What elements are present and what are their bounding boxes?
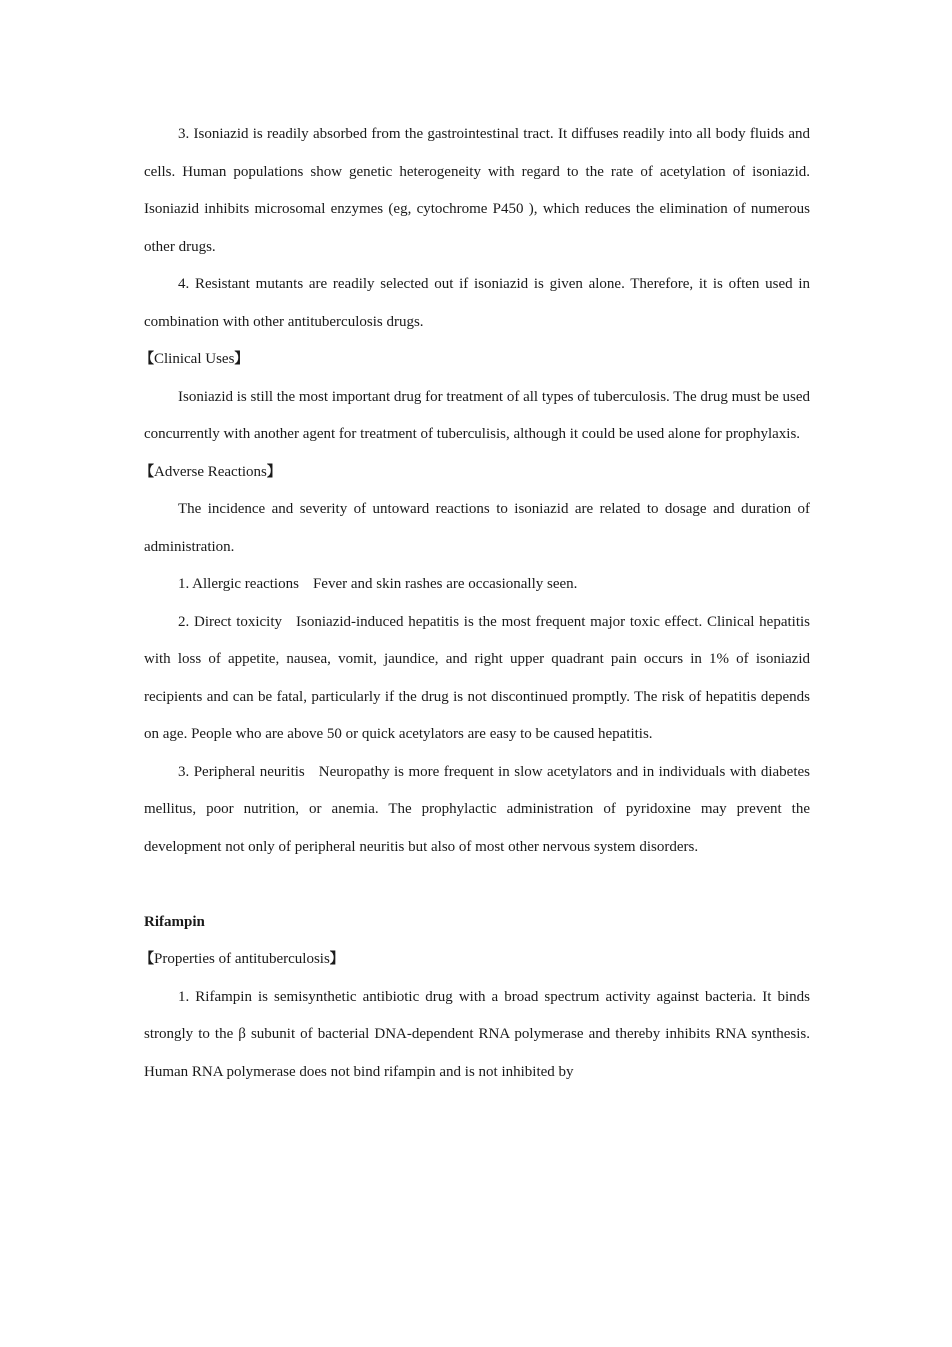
- adverse-item-direct-toxicity: [144, 604, 810, 754]
- document-page: [140, 116, 810, 1091]
- adverse-item-peripheral-neuritis: [144, 754, 810, 867]
- adverse-item-term: 1. Allergic reactions: [178, 576, 299, 592]
- adverse-item-text: Fever and skin rashes are occasionally seen.: [312, 576, 578, 592]
- adverse-item-term: 3. Peripheral neuritis: [178, 763, 305, 780]
- adverse-item-text: Neuropathy is more frequent in slow acetylators and in individuals with diabetes mellitus, poor nutrition, or anemia. The prophylactic administration of pyridoxine may prevent the development not only of peripheral neuritis but also of most other nervous system disorders.: [144, 763, 810, 855]
- paragraph-adverse-intro: The incidence and severity of untoward reactions to isoniazid are related to dosage and duration of administration.: [144, 501, 810, 555]
- drug-title-rifampin: Rifampin: [144, 913, 205, 930]
- paragraph-rifampin-mechanism: 1. Rifampin is semisynthetic antibiotic drug with a broad spectrum activity against bacteria. It binds strongly to the β subunit of bacterial DNA-dependent RNA polymerase and thereby inhibits RNA synthesis. Human RNA polymerase does not bind rifampin and is not inhibited by: [144, 988, 810, 1080]
- adverse-item-allergic: [144, 566, 810, 604]
- paragraph-clinical-uses: Isoniazid is still the most important drug for treatment of all types of tuberculosis. The drug must be used concurrently with another agent for treatment of tuberculisis, although it could be used alone for prophylaxis.: [144, 388, 810, 442]
- section-heading-rifampin-properties: 【Properties of antituberculosis】: [140, 951, 344, 967]
- section-heading-adverse-reactions: 【Adverse Reactions】: [140, 463, 281, 480]
- adverse-item-term: 2. Direct toxicity: [178, 613, 283, 630]
- paragraph-resistant-mutants: 4. Resistant mutants are readily selected out if isoniazid is given alone. Therefore, it is often used in combination with other antituberculosis drugs.: [144, 276, 810, 330]
- section-heading-clinical-uses: 【Clinical Uses】: [140, 351, 249, 367]
- adverse-item-text: Isoniazid-induced hepatitis is the most frequent major toxic effect. Clinical hepatitis with loss of appetite, nausea, vomit, jaundice, and right upper quadrant pain occurs in 1% of isoniazid recipients and can be fatal, particularly if the drug is not discontinued promptly. The risk of hepatitis depends on age. People who are above 50 or quick acetylators are easy to be caused hepatitis.: [144, 613, 810, 742]
- paragraph-isoniazid-absorption: 3. Isoniazid is readily absorbed from the gastrointestinal tract. It diffuses readily into all body fluids and cells. Human populations show genetic heterogeneity with regard to the rate of acetylation of isoniazid. Isoniazid inhibits microsomal enzymes (eg, cytochrome P450 ), which reduces the elimination of numerous other drugs.: [144, 126, 810, 255]
